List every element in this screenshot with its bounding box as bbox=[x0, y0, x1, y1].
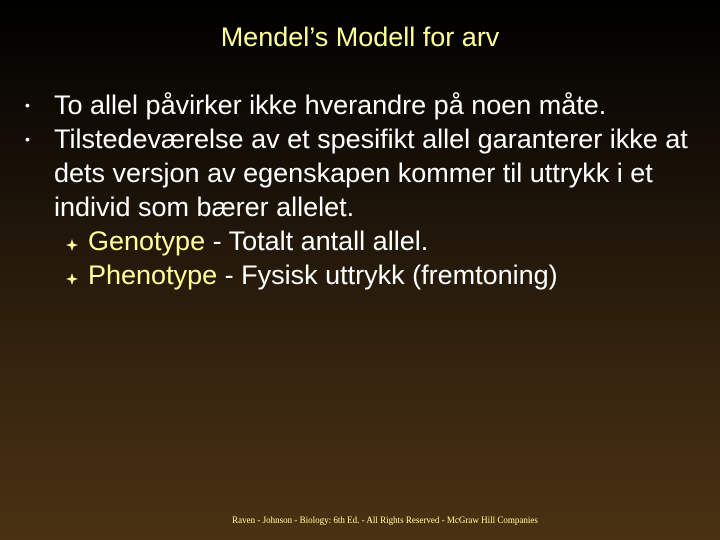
diamond-bullet-icon bbox=[66, 273, 78, 285]
slide-title: Mendel’s Modell for arv bbox=[220, 22, 500, 52]
term-label: Phenotype bbox=[88, 260, 218, 290]
term-definition: - Totalt antall allel. bbox=[205, 226, 429, 256]
sub-bullet-item-phenotype bbox=[0, 258, 720, 292]
footer-credit: Raven - Johnson - Biology: 6th Ed. - All Rights Reserved - McGraw Hill Companies bbox=[232, 515, 538, 525]
bullet-text: Tilstedeværelse av et spesifikt allel garanterer ikke at dets versjon av egenskapen kommer til uttrykk i et individ som bærer allelet. bbox=[54, 124, 688, 222]
sub-bullet-item-genotype bbox=[0, 224, 720, 258]
term-definition: - Fysisk uttrykk (fremtoning) bbox=[217, 260, 558, 290]
bullet-item bbox=[0, 122, 720, 224]
bullet-item bbox=[0, 88, 720, 122]
bullet-dot-icon: • bbox=[25, 97, 30, 113]
bullet-list bbox=[0, 88, 720, 292]
term-label: Genotype bbox=[88, 226, 206, 256]
bullet-dot-icon: • bbox=[25, 131, 30, 147]
diamond-bullet-icon bbox=[66, 239, 78, 251]
bullet-text: To allel påvirker ikke hverandre på noen måte. bbox=[54, 90, 607, 120]
